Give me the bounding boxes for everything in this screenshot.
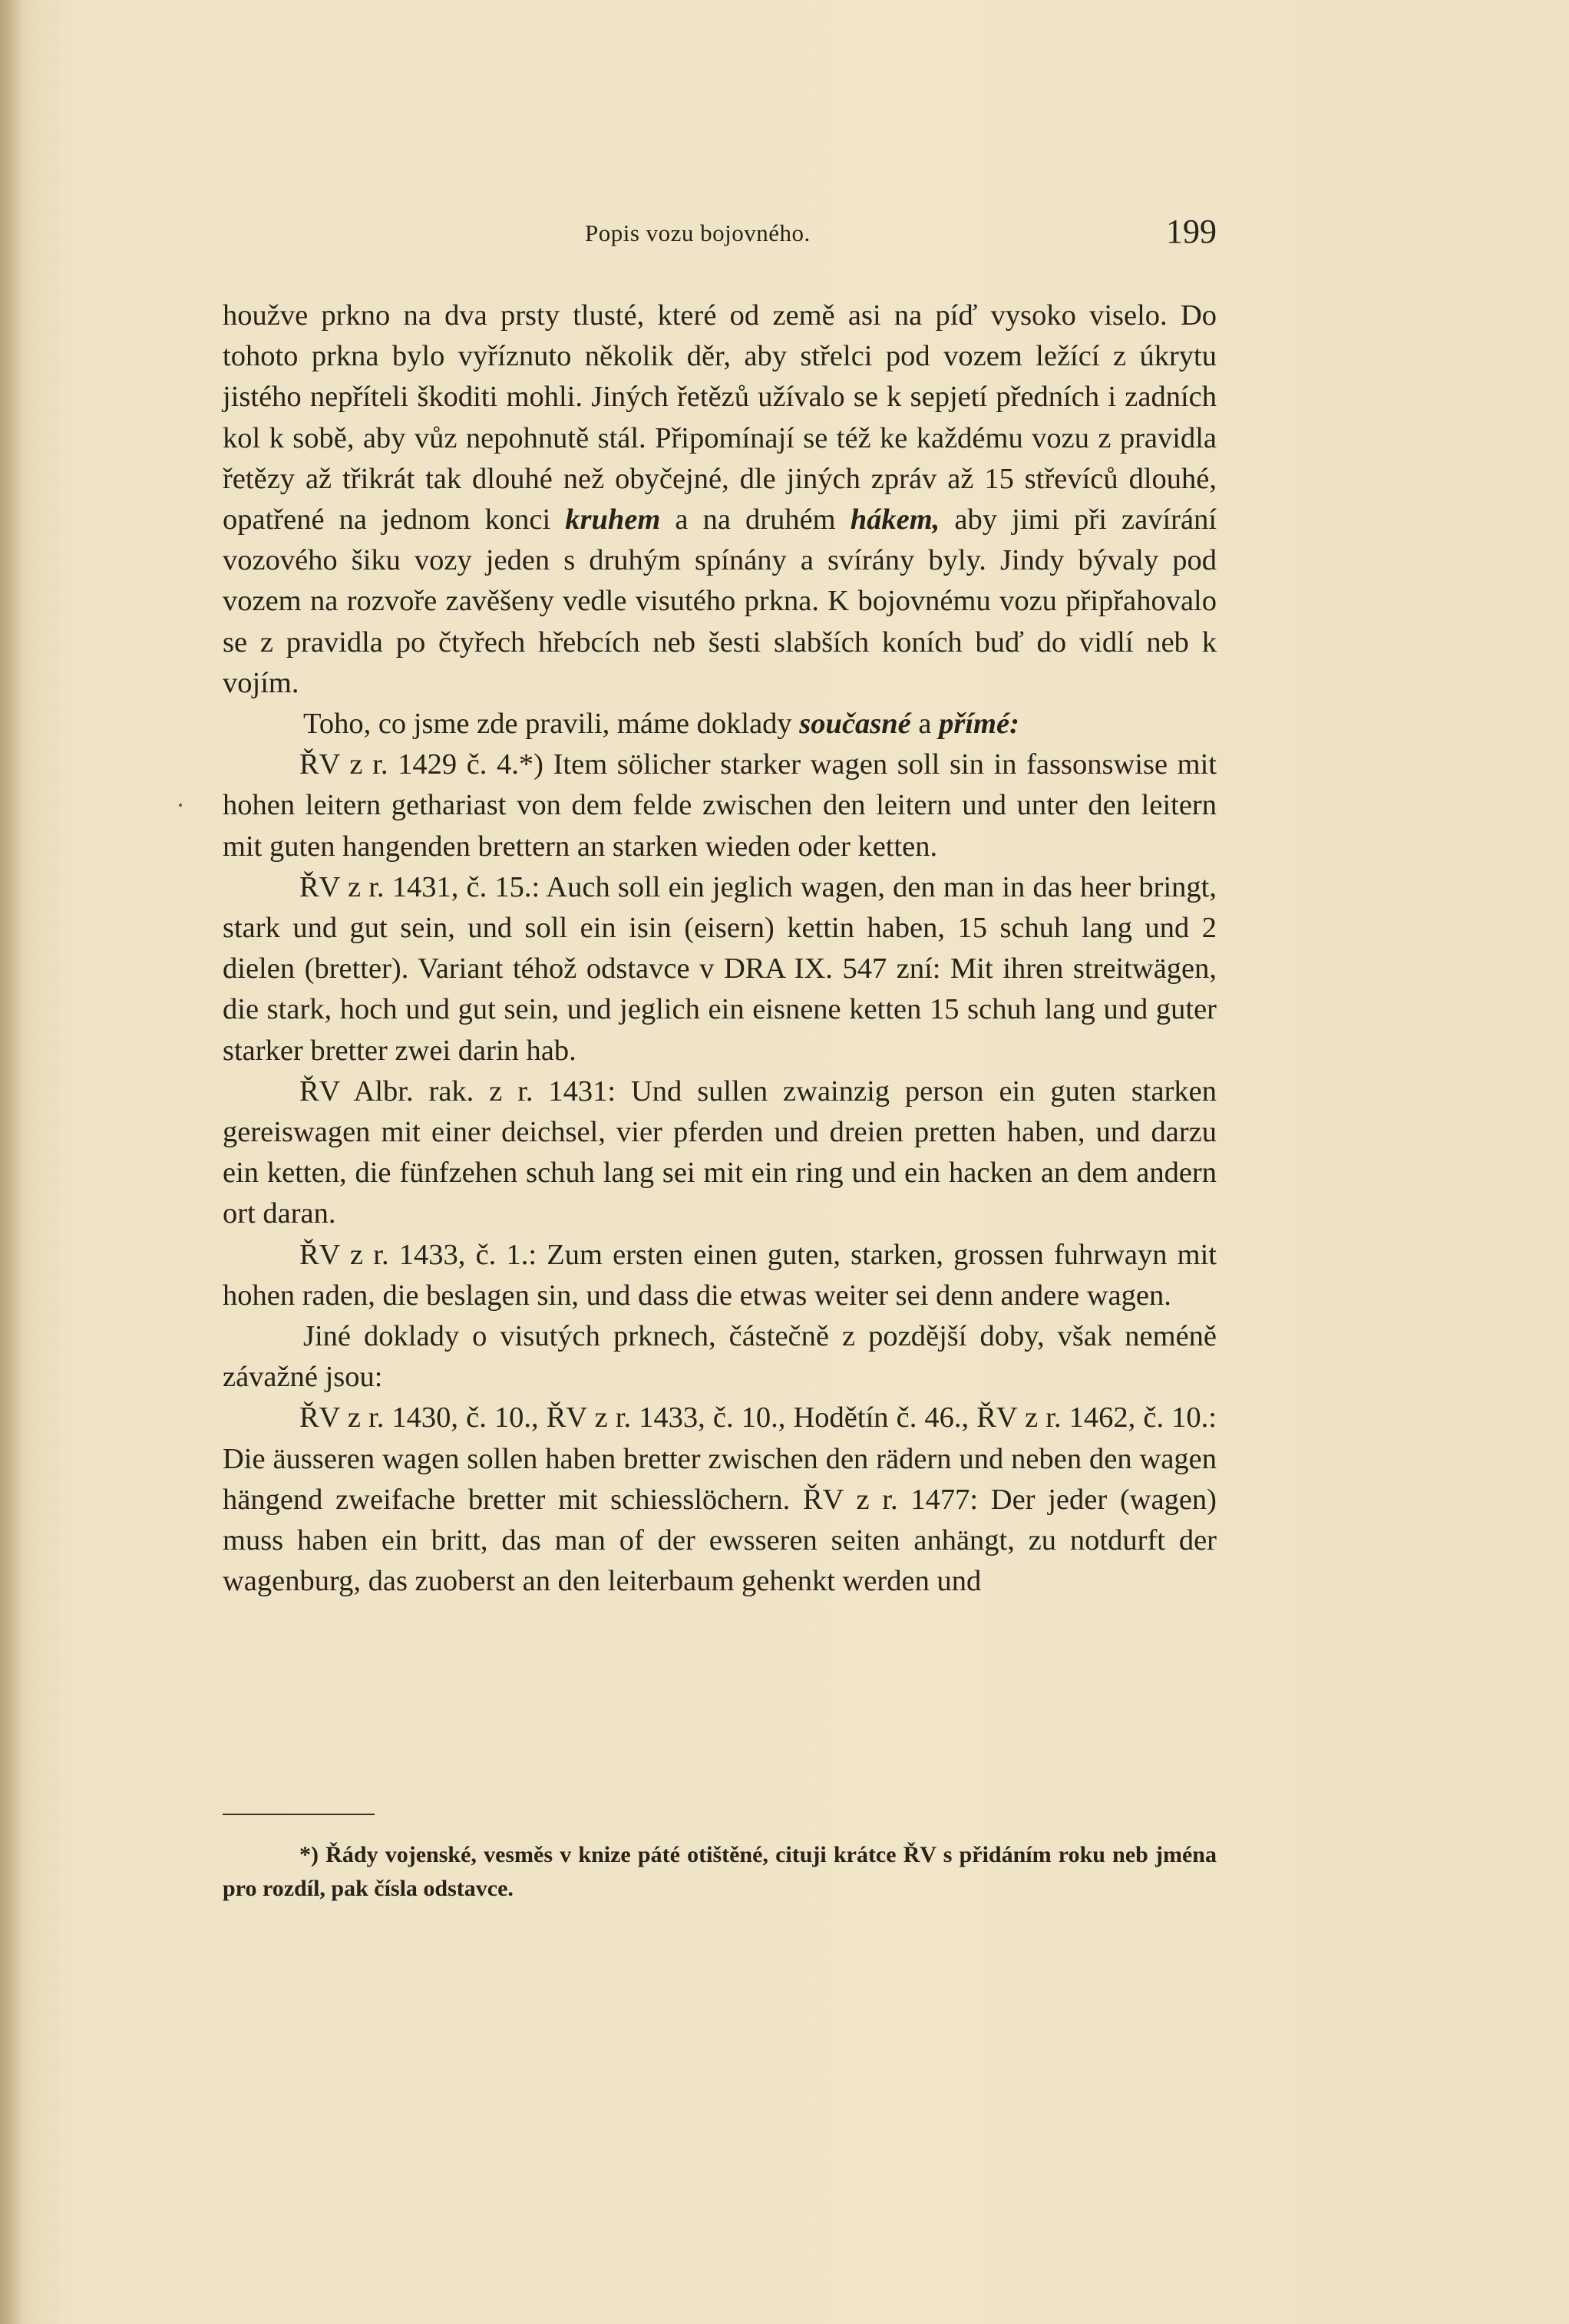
paragraph-2 (223, 704, 1217, 744)
paragraph-1-mid: a na druhém (675, 503, 836, 536)
spine-shadow (0, 0, 23, 2324)
page-header (223, 212, 1217, 258)
paragraph-1 (223, 295, 1217, 704)
emphasis-hakem: hákem, (850, 503, 940, 536)
margin-speck (179, 804, 182, 807)
running-title: Popis vozu bojovného. (585, 220, 811, 246)
paragraph-2-text: Toho, co jsme zde pravili, máme doklady (303, 708, 792, 741)
body-text (223, 295, 1217, 1603)
paragraph-4: ŘV z r. 1431, č. 15.: Auch soll ein jeglich wagen, den man in das heer bringt, stark und gut sein, und soll ein isin (eisern) kettin haben, 15 schuh lang und 2 dielen (bretter). Variant téhož odstavce v DRA IX. 547 zní: Mit ihren streitwägen, die stark, hoch und gut sein, und jeglich ein eisnene ketten 15 schuh lang und guter starker bretter zwei darin hab. (223, 870, 1217, 1067)
emphasis-soucasne: současné (799, 708, 911, 741)
page-number: 199 (1166, 213, 1217, 250)
paragraph-3: ŘV z r. 1429 č. 4.*) Item sölicher starker wagen soll sin in fassonswise mit hohen leitern gethariast von dem felde zwischen den leitern und unter den leitern mit guten hangenden brettern an starken wieden oder ketten. (223, 748, 1217, 863)
footnote-rule (223, 1814, 375, 1815)
paragraph-8: ŘV z r. 1430, č. 10., ŘV z r. 1433, č. 10., Hodětín č. 46., ŘV z r. 1462, č. 10.: Die äusseren wagen sollen haben bretter zwischen den rädern und neben den wagen hängend zweifache bretter mit schiesslöchern. ŘV z r. 1477: Der jeder (wagen) muss haben ein britt, das man of der ewsseren seiten anhängt, zu notdurft der wagenburg, das zuoberst an den leiterbaum gehenkt werden und (223, 1401, 1217, 1598)
paragraph-1-rest: aby jimi při zavírání vozového šiku vozy jeden s druhým spínány a svírány byly. Jindy bývaly pod vozem na rozvoře zavěšeny vedle visutého prkna. K bojovnému vozu připřahovalo se z pravidla po čtyřech hřebcích neb šesti slabších koních buď do vidlí neb k vojím. (223, 503, 1217, 699)
emphasis-kruhem: kruhem (565, 503, 661, 536)
paragraph-2-mid: a (918, 708, 932, 741)
paragraph-5: ŘV Albr. rak. z r. 1431: Und sullen zwainzig person ein guten starken gereiswagen mit einer deichsel, vier pferden und dreien pretten haben, und darzu ein ketten, die fünfzehen schuh lang sei mit ein ring und ein hacken an dem andern ort daran. (223, 1075, 1217, 1230)
footnote: *) Řády vojenské, vesměs v knize páté otištěné, cituji krátce ŘV s přidáním roku neb jména pro rozdíl, pak čísla odstavce. (223, 1842, 1217, 1901)
paragraph-7: Jiné doklady o visutých prknech, částečně z pozdější doby, však neméně závažné jsou: (223, 1320, 1217, 1394)
paragraph-6: ŘV z r. 1433, č. 1.: Zum ersten einen guten, starken, grossen fuhrwayn mit hohen raden, die beslagen sin, und dass die etwas weiter sei denn andere wagen. (223, 1238, 1217, 1312)
paragraph-1-text: houžve prkno na dva prsty tlusté, které od země asi na píď vysoko viselo. Do tohoto prkna bylo vyříznuto několik děr, aby střelci pod vozem ležící z úkrytu jistého nepříteli škoditi mohli. Jiných řetězů užívalo se k sepjetí předních i zadních kol k sobě, aby vůz nepohnutě stál. Připomínají se též ke každému vozu z pravidla řetězy až třikrát tak dlouhé než obyčejné, dle jiných zpráv až 15 střevíců dlouhé, opatřené na jednom konci (223, 299, 1217, 536)
emphasis-prime: přímé: (939, 708, 1019, 741)
